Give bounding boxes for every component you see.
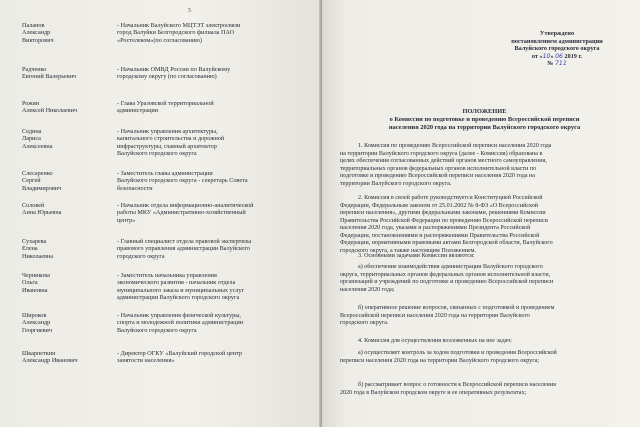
paragraph (340, 305, 630, 328)
member-position (117, 238, 312, 260)
approval-number: № 711 (547, 60, 567, 68)
member-position-line: экономического развития - начальник отдела (117, 279, 236, 287)
member-name-line: Ольга (22, 279, 38, 287)
member-name-line: Шкарпеткин (22, 350, 56, 357)
member-position-line: Валуйского городского округа (117, 150, 197, 158)
member-name-line: Елена (22, 245, 38, 253)
member-position-line: безопасности (117, 184, 153, 192)
paragraph-line: а) осуществляет контроль за ходом подготовки и проведения Всероссийской (358, 350, 557, 356)
member-name (22, 272, 112, 294)
member-name (22, 22, 112, 44)
paragraph-line: 2. Комиссия в своей работе руководствуется Конституцией Российской (358, 195, 543, 201)
member-position-line: городского округа (117, 252, 165, 260)
paragraph-line: Всероссийской переписи населения 2020 года на территории Валуйского (340, 312, 530, 319)
approval-line: постановлением администрации (511, 37, 603, 45)
member-position-line: администрации Валуйского городского округа (117, 294, 240, 302)
paragraph-line: переписи населения 2020 года на территории Валуйского городского округа; (340, 357, 540, 364)
member-position-line: - Заместитель главы администрации (117, 170, 213, 177)
member-position-line: - Начальник управления архитектуры, (117, 128, 218, 135)
member-name-line: Викторович (22, 36, 54, 44)
title-line: о Комиссии по подготовке и проведению Всероссийской переписи (389, 115, 580, 123)
paragraph-line: организаций и учреждений по подготовке и проведению Всероссийской переписи (340, 279, 554, 285)
paragraph-line: целях обеспечения согласованных действий органов местного самоуправления, (340, 158, 547, 164)
member-name-line: Анна Юрьевна (22, 209, 62, 217)
member-position-line: администрации (117, 107, 159, 115)
member-name-line: Радченко (22, 66, 47, 73)
member-position-line: - Глава Уразовской территориальной (117, 100, 214, 107)
member-name-line: Слесаренко (22, 170, 53, 177)
member-position (117, 350, 312, 365)
approval-line: Утверждено (539, 30, 575, 37)
member-position-line: - Директор ОГКУ «Валуйский городской центр (117, 350, 242, 357)
paragraph-line: 4. Комиссия для осуществления возложенных на нее задач: (358, 338, 512, 344)
member-name-line: Александр (22, 29, 51, 37)
member-position-line: спорта и молодежной политики администрации (117, 319, 244, 327)
member-name-line: Алексей Николаевич (22, 107, 77, 115)
paragraph-line: 1. Комиссия по проведению Всероссийской переписи населения 2020 года (358, 143, 552, 149)
member-name-line: Алексеевна (22, 142, 53, 150)
member-position (117, 202, 312, 224)
paragraph-line: Федерации, Федеральным законом от 25.01.2002 № 8-ФЗ «О Всероссийской (340, 202, 539, 209)
member-name-line: Черникова (22, 272, 50, 279)
member-name-line: Александр Иванович (22, 357, 78, 365)
handwritten-number: 711 (554, 60, 567, 68)
paragraph-line: городского округа, а также настоящим Положением. (340, 247, 477, 254)
member-name-line: Соловей (22, 202, 45, 209)
paragraph-line: населения 2020 года; (340, 286, 395, 293)
member-name (22, 128, 112, 150)
paragraph-line: а) обеспечение взаимодействия администрации Валуйского городского (358, 264, 543, 270)
member-name (22, 350, 112, 365)
member-position-line: город Валуйки Белгородского филиала ПАО (117, 29, 235, 37)
paragraph-line: округа, территориальных органов федеральных органов исполнительной власти, (340, 271, 551, 278)
member-position (117, 66, 312, 81)
document-title (342, 108, 627, 131)
paragraph-line: территориальных органов федеральных органов исполнительной власти по (340, 165, 537, 172)
member-position-line: - Главный специалист отдела правовой экспертизы (117, 238, 252, 245)
title-line: населения 2020 года на территории Валуйского городского округа (388, 123, 581, 131)
member-name-line: Ивановна (22, 286, 48, 294)
member-position (117, 272, 312, 302)
approval-date: от «10» 06 2019 г. (531, 52, 583, 60)
member-position-line: - Начальник отдела информационно-аналитической (117, 202, 254, 209)
paragraph-line: 2020 года в Валуйском городском округе и ее оперативных результатах; (340, 389, 527, 396)
approval-line: Валуйского городского округа (514, 45, 600, 53)
member-position-line: капитального строительства и дорожной (117, 135, 225, 143)
paragraph-line: городского округа. (340, 320, 389, 326)
member-name-line: Николаевна (22, 252, 54, 260)
member-position-line: правового управления администрации Валуйского (117, 245, 251, 253)
page-number: 5 (188, 8, 191, 14)
member-position (117, 312, 312, 334)
member-position-line: - Заместитель начальника управления (117, 272, 217, 279)
paragraph-line: подготовке и проведению Всероссийской переписи населения 2020 года на (340, 173, 536, 179)
member-name-line: Сухарева (22, 238, 47, 245)
handwritten-day: 10 (542, 52, 551, 60)
member-position-line: «Ростелеком»(по согласованию) (117, 36, 202, 44)
member-name-line: Евгений Валерьевич (22, 73, 77, 81)
member-name-line: Георгиевич (22, 326, 52, 334)
member-name (22, 312, 112, 334)
member-position (117, 128, 312, 158)
member-name-line: Седина (22, 128, 42, 135)
member-name (22, 202, 112, 217)
member-name-line: Сергей (22, 177, 41, 185)
member-position-line: муниципального заказа и муниципальных услуг (117, 286, 245, 294)
paragraph-line: Федерации, нормативными правовыми актами Белгородской области, Валуйского (340, 240, 553, 246)
paragraph-line: б) оперативное решение вопросов, связанных с подготовкой и проведением (358, 305, 555, 311)
paragraph-line: Правительства Российской Федерации по проведению Всероссийской переписи (340, 217, 548, 224)
handwritten-month: 06 (555, 52, 563, 60)
paragraph-line: б) рассматривает вопрос о готовности к Всероссийской переписи населения (358, 382, 556, 388)
paragraph (340, 195, 630, 255)
member-position-line: занятости населения» (117, 357, 175, 365)
paragraph-line: 3. Основными задачами Комиссии являются: (358, 253, 475, 259)
member-position-line: работы МКУ «Административно-хозяйственный (117, 209, 246, 217)
member-name-line: Лариса (22, 135, 41, 143)
member-position-line: Валуйского городского округа (117, 326, 197, 334)
paragraph-line: на территории Валуйского городского округа (далее - Комиссия) образована в (340, 150, 543, 157)
paragraph (340, 264, 630, 294)
paragraph-line: переписи населения», другими федеральными законами, решениями Комиссии (340, 210, 546, 216)
member-name-line: Рожин (22, 100, 40, 107)
member-position-line: центр» (117, 216, 136, 224)
member-position (117, 22, 312, 44)
member-name-line: Владимирович (22, 184, 62, 192)
member-position-line: - Начальник ОМВД России по Валуйскому (117, 66, 231, 73)
member-position-line: - Начальник управления физической культуры, (117, 312, 241, 319)
paragraph-line: населения 2020 года, указами и распоряжениями Президента Российской (340, 225, 531, 231)
member-name (22, 238, 112, 260)
paragraph (340, 382, 630, 397)
member-position (117, 100, 312, 115)
member-name (22, 170, 112, 192)
approval-stamp (492, 30, 622, 68)
member-name-line: Широков (22, 312, 47, 319)
right-page (322, 0, 640, 427)
paragraph (340, 253, 630, 261)
member-position (117, 170, 312, 192)
member-position-line: городскому округу (по согласованию) (117, 73, 217, 81)
paragraph-line: Федерации, постановлениями и распоряжениями Правительства Российской (340, 232, 540, 239)
member-position-line: Валуйского городского округа - секретарь Совета (117, 177, 248, 185)
member-position-line: инфраструктуры, главный архитектор (117, 142, 217, 150)
member-name (22, 66, 112, 81)
member-name (22, 100, 112, 115)
paragraph (340, 143, 630, 188)
member-position-line: - Начальник Валуйского МЦТЭТ электросвязи (117, 22, 241, 29)
paragraph (340, 338, 630, 346)
paragraph (340, 350, 630, 365)
member-name-line: Александр (22, 319, 51, 327)
paragraph-line: территории Валуйского городского округа. (340, 180, 452, 187)
title-line: ПОЛОЖЕНИЕ (462, 108, 507, 115)
member-name-line: Паланов (22, 22, 45, 29)
